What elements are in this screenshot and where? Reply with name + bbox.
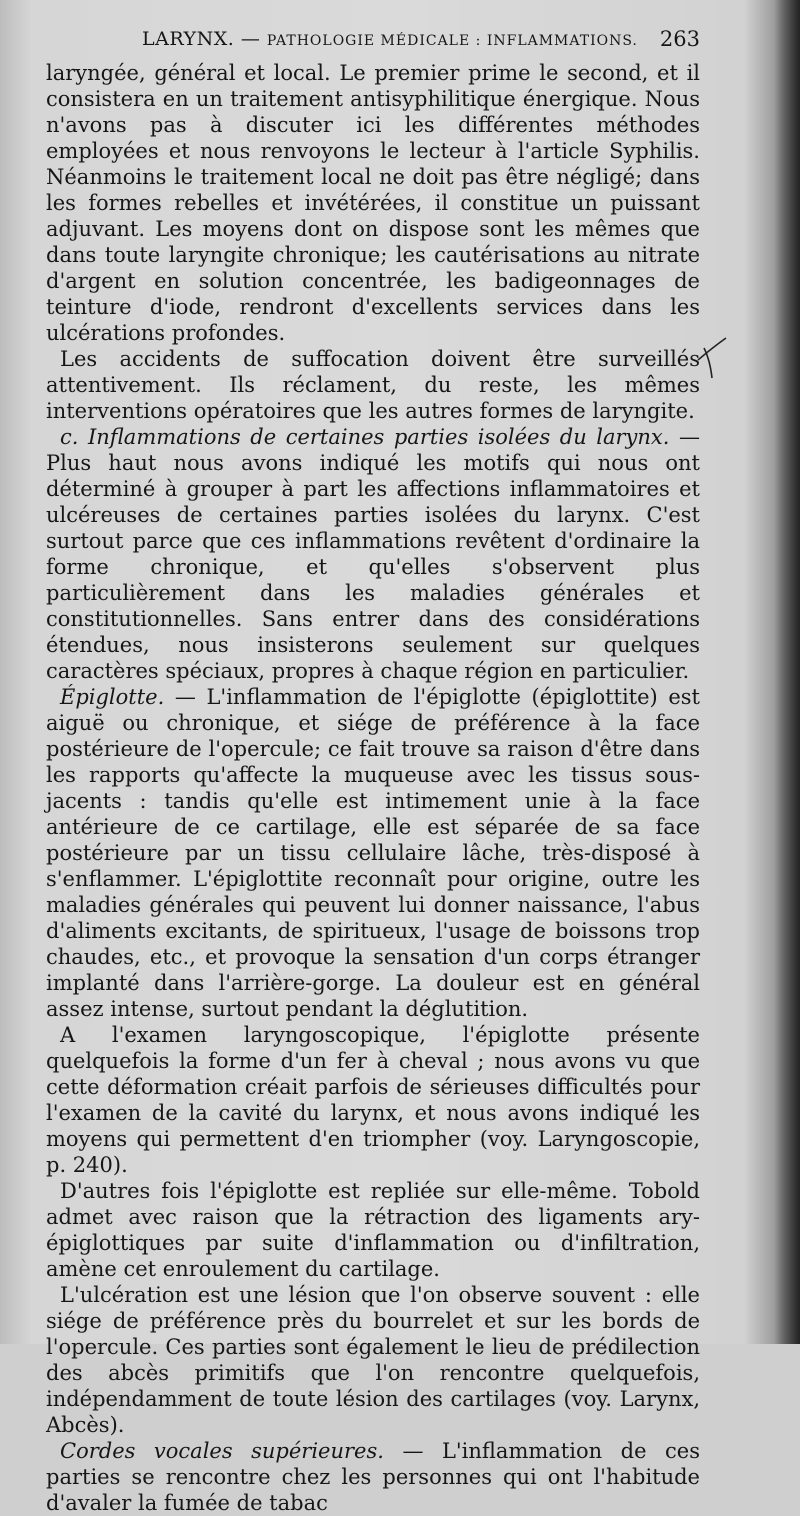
section-heading-cordes-vocales: Cordes vocales supérieures. xyxy=(60,1439,384,1463)
running-head-title: LARYNX. xyxy=(142,28,235,50)
running-head-dash: — xyxy=(240,28,261,50)
handwritten-margin-mark xyxy=(692,326,732,386)
paragraph-isolated-inflammations xyxy=(46,424,700,684)
running-head xyxy=(142,28,638,50)
running-head-subtitle: PATHOLOGIE MÉDICALE : INFLAMMATIONS. xyxy=(266,33,638,49)
paragraph-ulceration: L'ulcération est une lésion que l'on observe souvent : elle siége de préférence près du bourrelet et sur les bords de l'opercule. Ces parties sont également le lieu de prédilection des abcès primitifs que l'on rencontre quelquefois, indépendamment de toute lésion des cartilages (voy. Larynx, Abcès). xyxy=(46,1283,700,1437)
paragraph-text: — Plus haut nous avons indiqué les motifs qui nous ont déterminé à grouper à part les affections inflammatoires et ulcéreuses de certaines parties isolées du larynx. C'est surtout parce que ces inflammations revêtent d'ordinaire la forme chronique, et qu'elles s'observent plus particulièrement dans les maladies générales et constitutionnelles. Sans entrer dans des considérations étendues, nous insisterons seulement sur quelques caractères spéciaux, propres à chaque région en particulier. xyxy=(46,425,700,683)
paragraph-text: — L'inflammation de l'épiglotte (épiglottite) est aiguë ou chronique, et siége de préférence à la face postérieure de l'opercule; ce fait trouve sa raison d'être dans les rapports qu'affecte la muqueuse avec les tissus sous-jacents : tandis qu'elle est intimement unie à la face antérieure de ce cartilage, elle est séparée de sa face postérieure par un tissu cellulaire lâche, très-disposé à s'enflammer. L'épiglottite reconnaît pour origine, outre les maladies générales qui peuvent lui donner naissance, l'abus d'aliments excitants, de spiritueux, l'usage de boissons trop chaudes, etc., et provoque la sensation d'un corps étranger implanté dans l'arrière-gorge. La douleur est en général assez intense, surtout pendant la déglutition. xyxy=(46,685,700,1021)
page-body xyxy=(46,60,700,1516)
page-number: 263 xyxy=(659,27,700,51)
book-spine-shadow xyxy=(774,0,800,1344)
paragraph-cordes-vocales xyxy=(46,1438,700,1516)
paragraph-syphilis-treatment: laryngée, général et local. Le premier prime le second, et il consistera en un traitement antisyphilitique énergique. Nous n'avons pas à discuter ici les différentes méthodes employées et nous renvoyons le lecteur à l'article Syphilis. Néanmoins le traitement local ne doit pas être négligé; dans les formes rebelles et invétérées, il constitue un puissant adjuvant. Les moyens dont on dispose sont les mêmes que dans toute laryngite chronique; les cautérisations au nitrate d'argent en solution concentrée, les badigeonnages de teinture d'iode, rendront d'excellents services dans les ulcérations profondes. xyxy=(46,61,700,345)
page-header xyxy=(46,26,700,54)
paragraph-tobold: D'autres fois l'épiglotte est repliée sur elle-même. Tobold admet avec raison que la rétraction des ligaments ary-épiglottiques par suite d'inflammation ou d'infiltration, amène cet enroulement du cartilage. xyxy=(46,1179,700,1281)
paragraph-epiglotte xyxy=(46,684,700,1022)
paragraph-laryngoscopic-exam: A l'examen laryngoscopique, l'épiglotte présente quelquefois la forme d'un fer à cheval ; nous avons vu que cette déformation créait parfois de sérieuses difficultés pour l'examen de la cavité du larynx, et nous avons indiqué les moyens qui permettent d'en triompher (voy. Laryngoscopie, p. 240). xyxy=(46,1023,700,1177)
section-heading-isolated-parts: c. Inflammations de certaines parties isolées du larynx. xyxy=(60,425,670,449)
section-heading-epiglotte: Épiglotte. xyxy=(60,685,165,709)
paragraph-text: — L'inflammation de ces parties se rencontre chez les personnes qui ont l'habitude d'avaler la fumée de tabac xyxy=(46,1439,700,1515)
paragraph-suffocation: Les accidents de suffocation doivent être surveillés attentivement. Ils réclament, du reste, les mêmes interventions opératoires que les autres formes de laryngite. xyxy=(46,347,700,423)
